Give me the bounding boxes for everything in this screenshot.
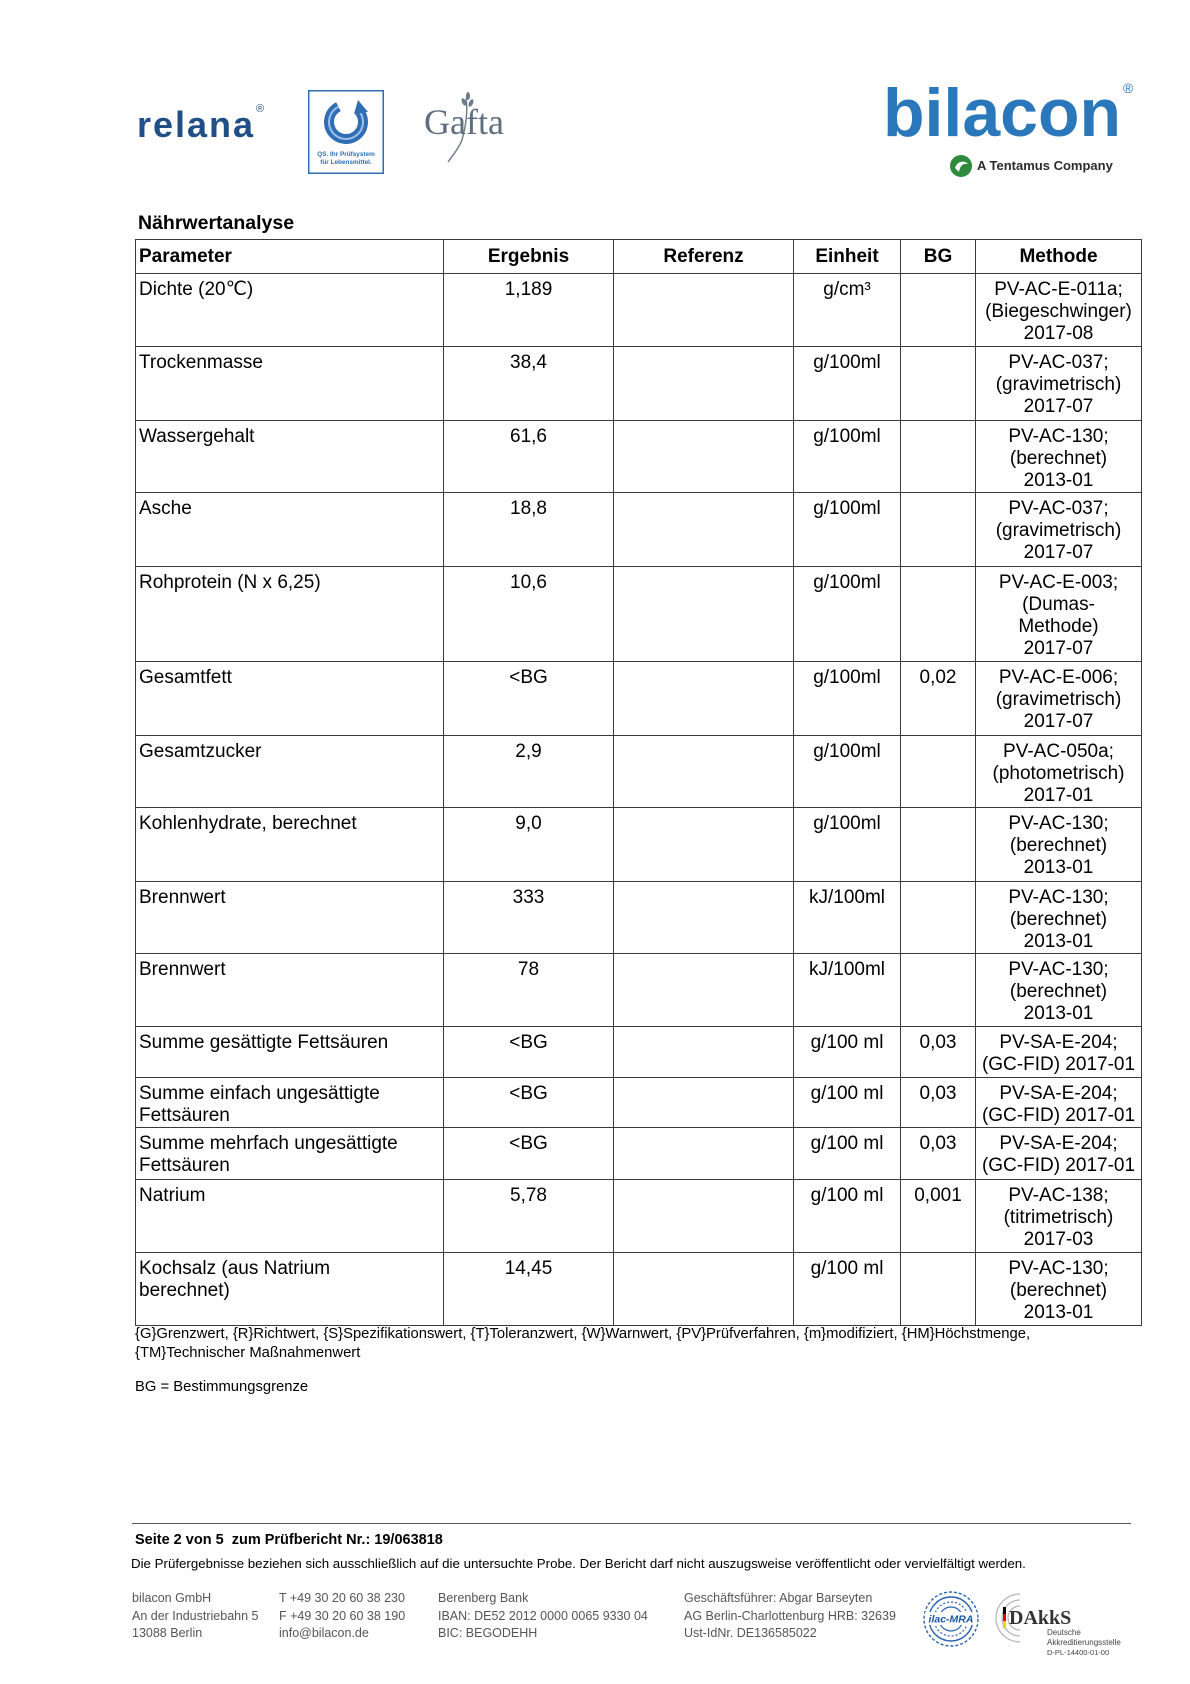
cell-parameter: Gesamtzucker bbox=[136, 736, 444, 808]
ilac-mra-logo bbox=[922, 1588, 980, 1650]
cell-ergebnis: 78 bbox=[444, 954, 614, 1027]
footer-contact bbox=[279, 1590, 405, 1643]
cell-methode: PV-SA-E-204; (GC-FID) 2017-01 bbox=[976, 1128, 1142, 1180]
column-header-methode: Methode bbox=[976, 240, 1142, 274]
column-header-ergebnis: Ergebnis bbox=[444, 240, 614, 274]
company-city: 13088 Berlin bbox=[132, 1626, 203, 1640]
column-header-referenz: Referenz bbox=[614, 240, 794, 274]
cell-methode: PV-AC-130; (berechnet) 2013-01 bbox=[976, 954, 1142, 1027]
cell-ergebnis: 333 bbox=[444, 882, 614, 954]
bank-iban: IBAN: DE52 2012 0000 0065 9330 04 bbox=[438, 1608, 648, 1623]
cell-einheit: g/100 ml bbox=[794, 1180, 901, 1253]
cell-methode: PV-AC-130; (berechnet) 2013-01 bbox=[976, 421, 1142, 493]
cell-referenz bbox=[614, 274, 794, 347]
cell-ergebnis: 5,78 bbox=[444, 1180, 614, 1253]
cell-ergebnis: 10,6 bbox=[444, 567, 614, 662]
cell-einheit: g/100 ml bbox=[794, 1128, 901, 1180]
cell-referenz bbox=[614, 493, 794, 567]
table-header-row bbox=[136, 240, 1142, 274]
table-row bbox=[136, 954, 1142, 1027]
svg-text:relana: relana bbox=[137, 104, 256, 144]
bilacon-logo bbox=[883, 78, 1135, 144]
column-header-bg: BG bbox=[901, 240, 976, 274]
column-header-einheit: Einheit bbox=[794, 240, 901, 274]
cell-referenz bbox=[614, 736, 794, 808]
cell-methode: PV-AC-E-011a; (Biegeschwinger) 2017-08 bbox=[976, 274, 1142, 347]
cell-einheit: g/100ml bbox=[794, 662, 901, 736]
cell-bg bbox=[901, 274, 976, 347]
svg-text:®: ® bbox=[1123, 80, 1134, 96]
cell-bg: 0,03 bbox=[901, 1128, 976, 1180]
cell-ergebnis: 18,8 bbox=[444, 493, 614, 567]
cell-parameter: Rohprotein (N x 6,25) bbox=[136, 567, 444, 662]
cell-einheit: g/100ml bbox=[794, 421, 901, 493]
svg-text:ilac-MRA: ilac-MRA bbox=[928, 1613, 974, 1626]
table-row bbox=[136, 736, 1142, 808]
cell-parameter: Asche bbox=[136, 493, 444, 567]
dakks-logo bbox=[990, 1588, 1136, 1658]
contact-phone: T +49 30 20 60 38 230 bbox=[279, 1591, 405, 1605]
cell-parameter: Natrium bbox=[136, 1180, 444, 1253]
cell-parameter: Dichte (20℃) bbox=[136, 274, 444, 347]
cell-referenz bbox=[614, 421, 794, 493]
cell-referenz bbox=[614, 954, 794, 1027]
footer-company bbox=[132, 1590, 258, 1643]
company-name: bilacon GmbH bbox=[132, 1591, 212, 1605]
svg-text:DAkkS: DAkkS bbox=[1009, 1607, 1072, 1629]
svg-text:Akkreditierungsstelle: Akkreditierungsstelle bbox=[1047, 1638, 1121, 1647]
cell-ergebnis: <BG bbox=[444, 1128, 614, 1180]
table-row bbox=[136, 347, 1142, 421]
table-row bbox=[136, 274, 1142, 347]
footer-divider bbox=[132, 1523, 1131, 1524]
svg-text:Deutsche: Deutsche bbox=[1047, 1628, 1081, 1637]
footer-legal bbox=[684, 1590, 896, 1643]
gafta-logo bbox=[422, 90, 506, 164]
cell-methode: PV-AC-138; (titrimetrisch) 2017-03 bbox=[976, 1180, 1142, 1253]
bank-bic: BIC: BEGODEHH bbox=[438, 1626, 538, 1640]
cell-parameter: Wassergehalt bbox=[136, 421, 444, 493]
cell-parameter: Summe mehrfach ungesättigte Fettsäuren bbox=[136, 1128, 444, 1180]
cell-bg: 0,001 bbox=[901, 1180, 976, 1253]
cell-bg bbox=[901, 882, 976, 954]
cell-methode: PV-SA-E-204; (GC-FID) 2017-01 bbox=[976, 1078, 1142, 1128]
table-row bbox=[136, 882, 1142, 954]
cell-referenz bbox=[614, 1253, 794, 1326]
cell-parameter: Kohlenhydrate, berechnet bbox=[136, 808, 444, 882]
cell-methode: PV-AC-E-003; (Dumas- Methode) 2017-07 bbox=[976, 567, 1142, 662]
svg-text:QS. Ihr Prüfsystem: QS. Ihr Prüfsystem bbox=[317, 151, 375, 158]
cell-bg: 0,03 bbox=[901, 1027, 976, 1078]
cell-bg bbox=[901, 421, 976, 493]
contact-email: info@bilacon.de bbox=[279, 1626, 369, 1640]
legal-register: AG Berlin-Charlottenburg HRB: 32639 bbox=[684, 1608, 896, 1623]
cell-referenz bbox=[614, 1078, 794, 1128]
cell-referenz bbox=[614, 662, 794, 736]
legal-vat: Ust-IdNr. DE136585022 bbox=[684, 1626, 817, 1640]
cell-parameter: Gesamtfett bbox=[136, 662, 444, 736]
cell-referenz bbox=[614, 1180, 794, 1253]
relana-logo bbox=[135, 100, 270, 144]
cell-bg bbox=[901, 808, 976, 882]
cell-referenz bbox=[614, 1027, 794, 1078]
cell-einheit: g/100 ml bbox=[794, 1078, 901, 1128]
cell-parameter: Brennwert bbox=[136, 954, 444, 1027]
cell-einheit: g/100ml bbox=[794, 736, 901, 808]
cell-methode: PV-AC-130; (berechnet) 2013-01 bbox=[976, 882, 1142, 954]
page-info: Seite 2 von 5 zum Prüfbericht Nr.: 19/063818 bbox=[135, 1532, 443, 1548]
company-street: An der Industriebahn 5 bbox=[132, 1608, 259, 1623]
cell-parameter: Kochsalz (aus Natrium berechnet) bbox=[136, 1253, 444, 1326]
cell-einheit: g/100 ml bbox=[794, 1027, 901, 1078]
bg-note: BG = Bestimmungsgrenze bbox=[135, 1379, 309, 1395]
cell-ergebnis: <BG bbox=[444, 1078, 614, 1128]
table-row bbox=[136, 1128, 1142, 1180]
cell-einheit: g/100 ml bbox=[794, 1253, 901, 1326]
cell-parameter: Trockenmasse bbox=[136, 347, 444, 421]
cell-methode: PV-AC-130; (berechnet) 2013-01 bbox=[976, 808, 1142, 882]
table-row bbox=[136, 1078, 1142, 1128]
cell-ergebnis: 1,189 bbox=[444, 274, 614, 347]
cell-referenz bbox=[614, 1128, 794, 1180]
cell-bg bbox=[901, 954, 976, 1027]
cell-ergebnis: 9,0 bbox=[444, 808, 614, 882]
table-row bbox=[136, 1180, 1142, 1253]
cell-methode: PV-AC-037; (gravimetrisch) 2017-07 bbox=[976, 347, 1142, 421]
svg-text:Gafta: Gafta bbox=[424, 102, 504, 142]
table-row bbox=[136, 1253, 1142, 1326]
cell-bg bbox=[901, 347, 976, 421]
contact-fax: F +49 30 20 60 38 190 bbox=[279, 1608, 406, 1623]
cell-parameter: Summe gesättigte Fettsäuren bbox=[136, 1027, 444, 1078]
cell-bg bbox=[901, 567, 976, 662]
tentamus-tagline: A Tentamus Company bbox=[977, 158, 1113, 173]
cell-parameter: Summe einfach ungesättigte Fettsäuren bbox=[136, 1078, 444, 1128]
cell-ergebnis: <BG bbox=[444, 662, 614, 736]
cell-bg: 0,03 bbox=[901, 1078, 976, 1128]
bank-name: Berenberg Bank bbox=[438, 1591, 529, 1605]
cell-ergebnis: 61,6 bbox=[444, 421, 614, 493]
svg-text:®: ® bbox=[256, 103, 265, 115]
table-row bbox=[136, 493, 1142, 567]
svg-text:D-PL-14400-01-00: D-PL-14400-01-00 bbox=[1047, 1648, 1110, 1657]
cell-einheit: g/100ml bbox=[794, 347, 901, 421]
cell-einheit: kJ/100ml bbox=[794, 882, 901, 954]
legend-footnote: {G}Grenzwert, {R}Richtwert, {S}Spezifikationswert, {T}Toleranzwert, {W}Warnwert, {PV}Prüfverfahren, {m}modifiziert, {HM}Höchstmenge, {TM}Technischer Maßnahmenwert bbox=[135, 1326, 1031, 1361]
svg-text:bilacon: bilacon bbox=[883, 78, 1122, 144]
cell-bg: 0,02 bbox=[901, 662, 976, 736]
table-row bbox=[136, 421, 1142, 493]
cell-einheit: kJ/100ml bbox=[794, 954, 901, 1027]
cell-methode: PV-AC-130; (berechnet) 2013-01 bbox=[976, 1253, 1142, 1326]
cell-ergebnis: <BG bbox=[444, 1027, 614, 1078]
table-row bbox=[136, 567, 1142, 662]
qs-logo bbox=[308, 90, 384, 174]
svg-text:für Lebensmittel.: für Lebensmittel. bbox=[320, 159, 372, 166]
cell-referenz bbox=[614, 882, 794, 954]
table-row bbox=[136, 662, 1142, 736]
cell-bg bbox=[901, 493, 976, 567]
table-row bbox=[136, 1027, 1142, 1078]
cell-einheit: g/100ml bbox=[794, 493, 901, 567]
cell-bg bbox=[901, 736, 976, 808]
results-table bbox=[135, 239, 1142, 1326]
cell-ergebnis: 2,9 bbox=[444, 736, 614, 808]
cell-ergebnis: 38,4 bbox=[444, 347, 614, 421]
cell-einheit: g/cm³ bbox=[794, 274, 901, 347]
legal-manager: Geschäftsführer: Abgar Barseyten bbox=[684, 1591, 873, 1605]
table-row bbox=[136, 808, 1142, 882]
cell-ergebnis: 14,45 bbox=[444, 1253, 614, 1326]
cell-bg bbox=[901, 1253, 976, 1326]
footer-bank bbox=[438, 1590, 648, 1643]
cell-methode: PV-AC-E-006; (gravimetrisch) 2017-07 bbox=[976, 662, 1142, 736]
cell-methode: PV-SA-E-204; (GC-FID) 2017-01 bbox=[976, 1027, 1142, 1078]
section-title: Nährwertanalyse bbox=[138, 212, 295, 234]
cell-methode: PV-AC-050a; (photometrisch) 2017-01 bbox=[976, 736, 1142, 808]
tentamus-icon bbox=[949, 154, 973, 178]
disclaimer: Die Prüfergebnisse beziehen sich ausschließlich auf die untersuchte Probe. Der Bericht darf nicht auszugsweise veröffentlicht oder vervielfältigt werden. bbox=[131, 1556, 1026, 1571]
cell-einheit: g/100ml bbox=[794, 567, 901, 662]
cell-referenz bbox=[614, 808, 794, 882]
cell-parameter: Brennwert bbox=[136, 882, 444, 954]
cell-methode: PV-AC-037; (gravimetrisch) 2017-07 bbox=[976, 493, 1142, 567]
cell-referenz bbox=[614, 347, 794, 421]
column-header-parameter: Parameter bbox=[136, 240, 444, 274]
cell-referenz bbox=[614, 567, 794, 662]
cell-einheit: g/100ml bbox=[794, 808, 901, 882]
